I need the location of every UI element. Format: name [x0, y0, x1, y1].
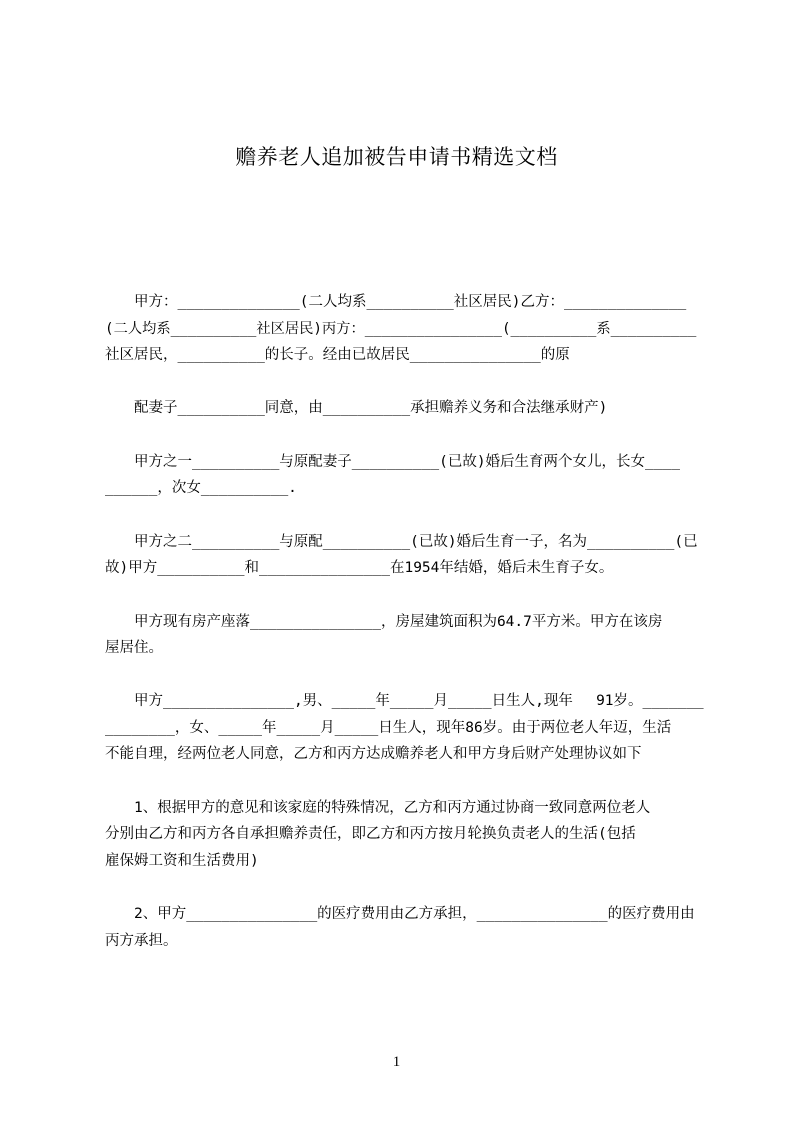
- paragraph-line: 甲方：______________(二人均系__________社区居民)乙方：______________: [105, 294, 687, 310]
- paragraph-line: 甲方之二__________与原配__________(已故)婚后生育一子，名为__________(已: [105, 534, 698, 550]
- paragraph-line: 雇保姆工资和生活费用): [105, 853, 259, 869]
- paragraph-line: 丙方承担。: [105, 933, 178, 949]
- page-number: 1: [392, 1054, 401, 1070]
- paragraph-line: 甲方现有房产座落_______________，房屋建筑面积为64.7平方米。甲方在该房: [105, 614, 663, 630]
- document-title: 赡养老人追加被告申请书精选文档: [235, 145, 558, 169]
- paragraph-line: ________，女、_____年_____月_____日生人，现年86岁。由于两位老人年迈，生活: [105, 720, 672, 736]
- paragraph-line: 故)甲方__________和_______________在1954年结婚，婚后未生育子女。: [105, 560, 614, 576]
- paragraph-line: 配妻子__________同意，由__________承担赡养义务和合法继承财产): [105, 400, 608, 416]
- paragraph-line: 分别由乙方和丙方各自承担赡养责任，即乙方和丙方按月轮换负责老人的生活(包括: [105, 826, 636, 842]
- paragraph-line: 2、甲方_______________的医疗费用由乙方承担，_______________的医疗费用由: [105, 906, 695, 922]
- paragraph-line: 社区居民，__________的长子。经由已故居民_______________的原: [105, 347, 570, 363]
- paragraph-line: 1、根据甲方的意见和该家庭的特殊情况，乙方和丙方通过协商一致同意两位老人: [105, 800, 651, 816]
- paragraph-line: 甲方_______________,男、_____年_____月_____日生人,现年 91岁。_______: [105, 693, 704, 709]
- paragraph-line: ______，次女__________.: [105, 480, 297, 496]
- paragraph-line: (二人均系__________社区居民)丙方：________________(__________系__________: [105, 321, 697, 337]
- paragraph-line: 屋居住。: [105, 640, 163, 656]
- paragraph-line: 不能自理，经两位老人同意，乙方和丙方达成赡养老人和甲方身后财产处理协议如下: [105, 746, 642, 762]
- paragraph-line: 甲方之一__________与原配妻子__________(已故)婚后生育两个女儿，长女____: [105, 454, 680, 470]
